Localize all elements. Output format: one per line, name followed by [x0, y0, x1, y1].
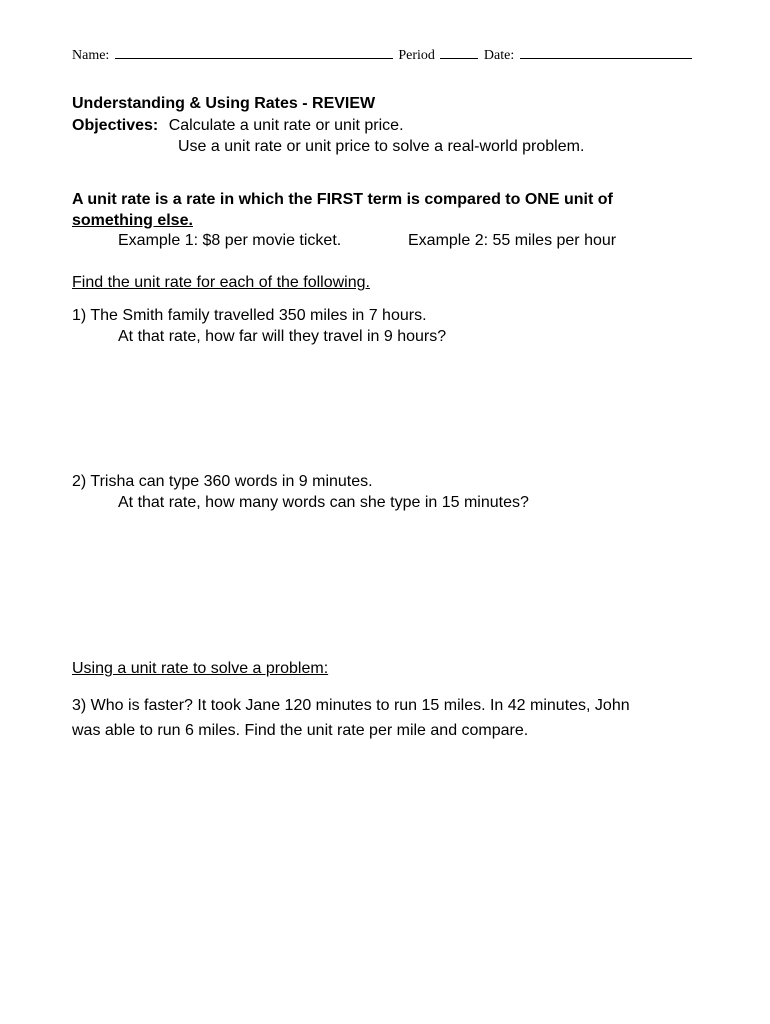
date-label: Date: [483, 48, 515, 63]
example-2: Example 2: 55 miles per hour [408, 232, 617, 249]
definition-line-2: something else. [72, 212, 193, 229]
problem-1-line-2: At that rate, how far will they travel in 9 hours? [118, 328, 447, 345]
problem-2-line-1: 2) Trisha can type 360 words in 9 minutes. [72, 473, 373, 490]
header-fields [72, 46, 694, 64]
objective-1: Calculate a unit rate or unit price. [168, 117, 404, 134]
problem-2-line-2: At that rate, how many words can she type in 15 minutes? [118, 494, 529, 511]
page-title: Understanding & Using Rates - REVIEW [72, 95, 376, 112]
period-blank [440, 46, 478, 59]
period-label: Period [398, 48, 435, 63]
example-1: Example 1: $8 per movie ticket. [118, 232, 342, 249]
name-blank [115, 46, 393, 59]
objectives-label: Objectives: [72, 117, 159, 134]
section-heading-find-unit-rate: Find the unit rate for each of the following. [72, 274, 370, 291]
section-heading-using-unit-rate: Using a unit rate to solve a problem: [72, 660, 329, 677]
name-label: Name: [72, 48, 110, 63]
problem-1-line-1: 1) The Smith family travelled 350 miles in 7 hours. [72, 307, 427, 324]
definition-line-1: A unit rate is a rate in which the FIRST term is compared to ONE unit of [72, 191, 613, 208]
problem-3-line-1: 3) Who is faster? It took Jane 120 minutes to run 15 miles. In 42 minutes, John [72, 697, 630, 714]
date-blank [520, 46, 692, 59]
objectives-line-1 [72, 117, 404, 135]
objective-2: Use a unit rate or unit price to solve a real-world problem. [178, 138, 585, 155]
problem-3-line-2: was able to run 6 miles. Find the unit rate per mile and compare. [72, 722, 529, 739]
